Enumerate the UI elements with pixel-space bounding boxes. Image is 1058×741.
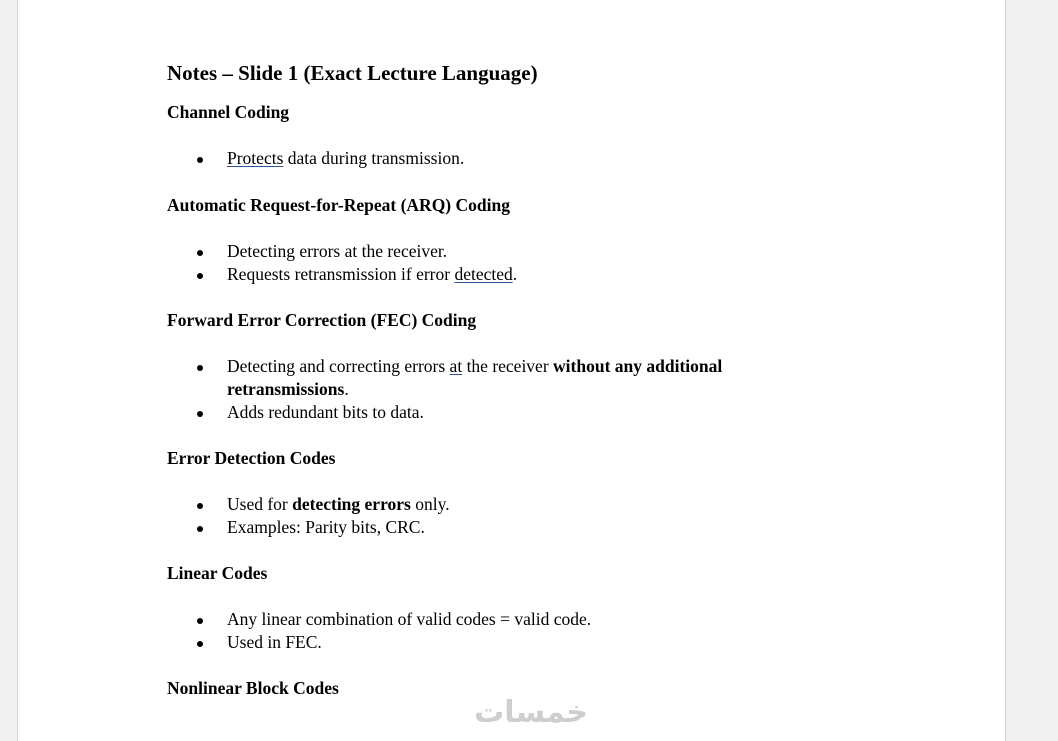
bullet-list	[167, 608, 827, 654]
bullet-item	[167, 147, 797, 170]
section	[167, 309, 827, 424]
text-run: Used in FEC.	[227, 632, 322, 652]
text-run: Examples: Parity bits, CRC.	[227, 517, 425, 537]
bullet-dot-icon	[197, 526, 203, 532]
bullet-dot-icon	[197, 503, 203, 509]
bullet-item	[167, 401, 797, 424]
bullet-dot-icon	[197, 641, 203, 647]
bullet-item	[167, 631, 797, 654]
text-run: Detecting errors at the receiver.	[227, 241, 448, 261]
text-run: Used for	[227, 494, 293, 514]
section-heading: Channel Coding	[167, 102, 290, 122]
bullet-item	[167, 263, 797, 286]
text-run: only.	[410, 494, 450, 514]
bullet-dot-icon	[197, 273, 203, 279]
underlined-text: Protects	[227, 148, 284, 168]
bullet-list	[167, 355, 827, 424]
bullet-item	[167, 493, 797, 516]
section	[167, 194, 827, 286]
bullet-list	[167, 240, 827, 286]
bullet-dot-icon	[197, 157, 203, 163]
text-run: Requests retransmission if error	[227, 264, 455, 284]
underlined-text: detected	[454, 264, 513, 284]
text-run: .	[512, 264, 518, 284]
bullet-list	[167, 493, 827, 539]
bullet-item	[167, 516, 797, 539]
text-run: data during transmission.	[283, 148, 465, 168]
underlined-text: at	[449, 356, 463, 376]
section-heading: Forward Error Correction (FEC) Coding	[167, 310, 477, 330]
document-title: Notes – Slide 1 (Exact Lecture Language)	[167, 61, 538, 85]
bold-text: without any additional retransmissions	[227, 356, 723, 399]
section-heading: Linear Codes	[167, 563, 268, 583]
document-page	[17, 0, 1006, 741]
sections-container	[167, 101, 827, 700]
section-heading: Nonlinear Block Codes	[167, 678, 339, 698]
bullet-dot-icon	[197, 365, 203, 371]
text-run: the receiver	[462, 356, 554, 376]
text-run: Adds redundant bits to data.	[227, 402, 424, 422]
bullet-dot-icon	[197, 411, 203, 417]
bullet-item	[167, 355, 797, 401]
section	[167, 101, 827, 170]
bullet-item	[167, 608, 797, 631]
section	[167, 447, 827, 539]
watermark-logo: خمسات	[474, 695, 588, 730]
bullet-dot-icon	[197, 618, 203, 624]
section	[167, 562, 827, 654]
section-heading: Automatic Request-for-Repeat (ARQ) Coding	[167, 195, 510, 215]
text-run: Detecting and correcting errors	[227, 356, 450, 376]
section-heading: Error Detection Codes	[167, 448, 336, 468]
bullet-item	[167, 240, 797, 263]
text-run: .	[344, 379, 349, 399]
text-run: Any linear combination of valid codes = valid code.	[227, 609, 592, 629]
bold-text: detecting errors	[292, 494, 411, 514]
bullet-list	[167, 147, 827, 170]
bullet-dot-icon	[197, 250, 203, 256]
document-body[interactable]	[167, 58, 827, 700]
